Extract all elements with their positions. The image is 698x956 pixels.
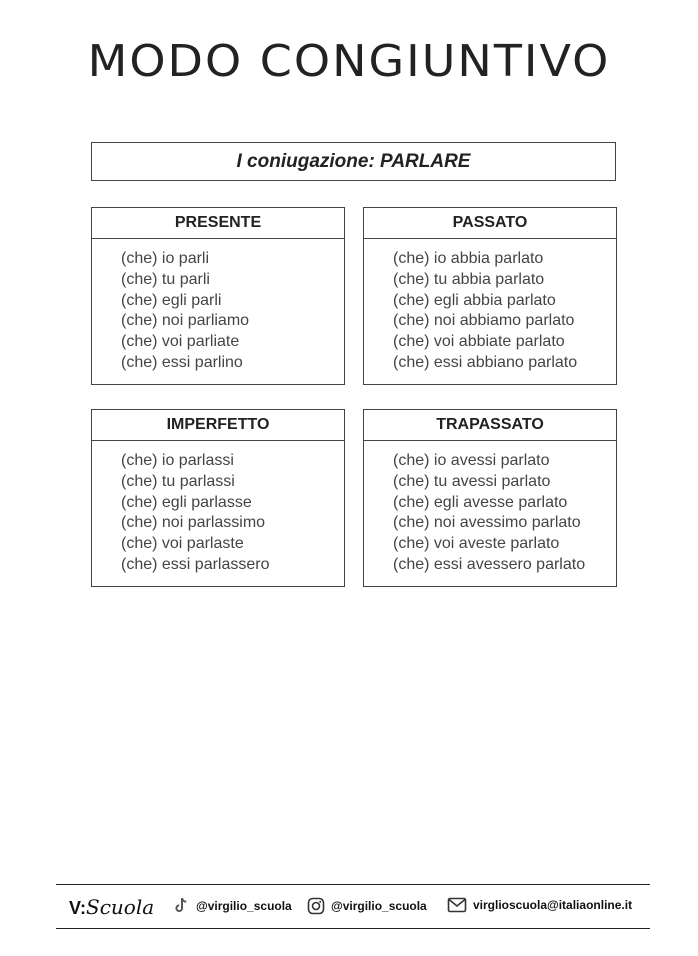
verb-form: (che) io avessi parlato xyxy=(393,452,550,469)
verb-form: (che) noi abbiamo parlato xyxy=(393,312,575,330)
verb-form: (che) tu parli xyxy=(121,270,210,288)
tense-box-presente xyxy=(91,207,345,385)
page-title: MODO CONGIUNTIVO xyxy=(87,35,611,87)
verb-form: (che) essi avessero parlato xyxy=(393,555,586,573)
tense-header: PASSATO xyxy=(364,208,616,239)
forms-list xyxy=(92,441,344,576)
tiktok-icon xyxy=(174,897,190,914)
verb-form: (che) voi parlaste xyxy=(121,535,244,553)
tense-box-trapassato xyxy=(363,409,617,587)
email-address: virglioscuola@italiaonline.it xyxy=(473,898,633,912)
verb-form: (che) io abbia parlato xyxy=(393,250,544,267)
tiktok-handle: @virgilio_scuola xyxy=(196,898,292,913)
virgilio-scuola-logo xyxy=(69,895,154,919)
instagram-handle: @virgilio_scuola xyxy=(331,899,427,913)
tense-header: TRAPASSATO xyxy=(364,410,616,441)
verb-form: (che) essi parlino xyxy=(121,353,243,371)
verb-form: (che) io parli xyxy=(121,250,210,267)
verb-form: (che) noi avessimo parlato xyxy=(393,514,581,532)
forms-list xyxy=(92,239,344,374)
verb-form: (che) voi abbiate parlato xyxy=(393,333,565,351)
forms-list xyxy=(364,441,616,576)
tiktok-link[interactable] xyxy=(174,897,292,914)
logo-wordmark: Scuola xyxy=(86,895,155,919)
email-link[interactable] xyxy=(447,897,632,913)
verb-form: (che) egli avesse parlato xyxy=(393,493,568,511)
conjugation-heading: I coniugazione: PARLARE xyxy=(91,142,616,181)
verb-form: (che) egli abbia parlato xyxy=(393,291,556,309)
verb-form: (che) essi abbiano parlato xyxy=(393,353,578,371)
tense-box-imperfetto xyxy=(91,409,345,587)
verb-form: (che) noi parlassimo xyxy=(121,514,266,532)
logo-mark: V: xyxy=(69,898,87,918)
verb-form: (che) essi parlassero xyxy=(121,555,270,573)
verb-form: (che) egli parli xyxy=(121,291,222,309)
footer xyxy=(56,884,650,929)
instagram-link[interactable] xyxy=(307,897,427,915)
tense-header: IMPERFETTO xyxy=(92,410,344,441)
verb-form: (che) noi parliamo xyxy=(121,312,250,330)
verb-form: (che) egli parlasse xyxy=(121,493,252,511)
verb-form: (che) tu abbia parlato xyxy=(393,270,545,288)
verb-form: (che) io parlassi xyxy=(121,452,234,469)
verb-form: (che) voi parliate xyxy=(121,333,240,351)
instagram-icon xyxy=(307,897,325,915)
forms-list xyxy=(364,239,616,374)
verb-form: (che) tu avessi parlato xyxy=(393,472,551,490)
verb-form: (che) voi aveste parlato xyxy=(393,535,560,553)
mail-icon xyxy=(447,897,467,913)
verb-form: (che) tu parlassi xyxy=(121,472,235,490)
tense-box-passato xyxy=(363,207,617,385)
tense-header: PRESENTE xyxy=(92,208,344,239)
